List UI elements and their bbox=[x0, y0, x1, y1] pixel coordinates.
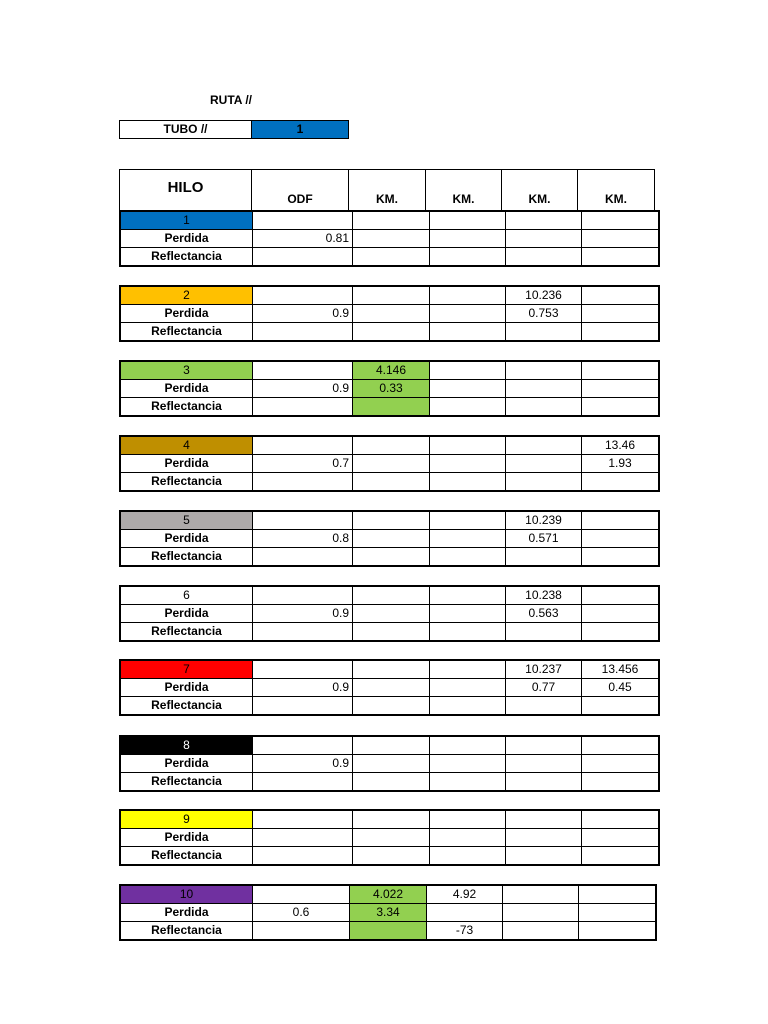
hilo-number-row bbox=[120, 211, 659, 230]
km-cell[interactable] bbox=[582, 736, 660, 755]
column-header bbox=[119, 169, 655, 211]
km-cell[interactable] bbox=[582, 398, 660, 417]
hilo-block bbox=[119, 510, 660, 567]
hilo-block bbox=[119, 809, 660, 866]
km-cell[interactable] bbox=[506, 211, 582, 230]
odf-cell[interactable] bbox=[253, 398, 353, 417]
km-cell[interactable] bbox=[506, 847, 582, 866]
odf-cell[interactable] bbox=[253, 660, 353, 679]
hilo-number-row bbox=[120, 736, 659, 755]
km-cell[interactable] bbox=[579, 885, 657, 904]
km-cell[interactable] bbox=[430, 436, 506, 455]
km-cell[interactable] bbox=[353, 230, 430, 248]
km-cell[interactable] bbox=[430, 473, 506, 492]
km-cell[interactable] bbox=[353, 511, 430, 530]
reflectancia-label[interactable]: Reflectancia bbox=[120, 697, 253, 716]
km-cell[interactable] bbox=[430, 323, 506, 342]
km-cell[interactable] bbox=[430, 286, 506, 305]
km-cell[interactable] bbox=[353, 436, 430, 455]
km-cell[interactable] bbox=[582, 810, 660, 829]
km-cell[interactable]: 13.456 bbox=[582, 660, 660, 679]
km-cell[interactable] bbox=[430, 248, 506, 267]
km-cell[interactable] bbox=[582, 530, 660, 548]
km-cell[interactable]: 0.753 bbox=[506, 305, 582, 323]
reflectancia-label[interactable]: Reflectancia bbox=[120, 623, 253, 642]
km-cell[interactable] bbox=[582, 755, 660, 773]
km-cell[interactable] bbox=[506, 436, 582, 455]
km-cell[interactable] bbox=[430, 773, 506, 792]
odf-cell[interactable] bbox=[253, 511, 353, 530]
km-cell[interactable] bbox=[430, 623, 506, 642]
km-cell[interactable] bbox=[506, 810, 582, 829]
km-cell[interactable] bbox=[430, 605, 506, 623]
perdida-label[interactable]: Perdida bbox=[120, 380, 253, 398]
km-cell[interactable] bbox=[353, 679, 430, 697]
hilo-number[interactable]: 7 bbox=[120, 660, 253, 679]
perdida-row bbox=[120, 305, 659, 323]
km-cell[interactable] bbox=[430, 511, 506, 530]
km-cell[interactable] bbox=[582, 248, 660, 267]
km-cell[interactable]: 0.33 bbox=[353, 380, 430, 398]
perdida-row bbox=[120, 230, 659, 248]
odf-cell[interactable] bbox=[253, 473, 353, 492]
odf-cell[interactable] bbox=[253, 736, 353, 755]
km-cell[interactable]: 13.46 bbox=[582, 436, 660, 455]
km-cell[interactable] bbox=[430, 548, 506, 567]
hilo-block bbox=[119, 435, 660, 492]
hilo-block bbox=[119, 210, 660, 267]
km-cell[interactable] bbox=[430, 847, 506, 866]
km-cell[interactable] bbox=[506, 736, 582, 755]
km-cell[interactable] bbox=[430, 380, 506, 398]
km-cell[interactable] bbox=[430, 660, 506, 679]
odf-cell[interactable] bbox=[253, 548, 353, 567]
hilo-number-row bbox=[120, 436, 659, 455]
km-cell[interactable]: 4.146 bbox=[353, 361, 430, 380]
km-cell[interactable]: 10.239 bbox=[506, 511, 582, 530]
km-cell[interactable] bbox=[353, 398, 430, 417]
odf-cell[interactable] bbox=[253, 436, 353, 455]
km-cell[interactable] bbox=[430, 755, 506, 773]
km-cell[interactable] bbox=[582, 623, 660, 642]
hilo-number[interactable]: 8 bbox=[120, 736, 253, 755]
km-cell[interactable] bbox=[430, 810, 506, 829]
km-cell[interactable] bbox=[506, 548, 582, 567]
km-cell[interactable] bbox=[430, 530, 506, 548]
km-cell[interactable] bbox=[582, 511, 660, 530]
km-cell[interactable] bbox=[430, 586, 506, 605]
tubo-value[interactable]: 1 bbox=[252, 121, 349, 139]
reflectancia-row bbox=[120, 473, 659, 492]
km-cell[interactable] bbox=[582, 586, 660, 605]
km-cell[interactable] bbox=[506, 455, 582, 473]
odf-cell[interactable]: 0.81 bbox=[253, 230, 353, 248]
km-cell[interactable] bbox=[430, 679, 506, 697]
hilo-number-row bbox=[120, 586, 659, 605]
perdida-label[interactable]: Perdida bbox=[120, 455, 253, 473]
km-cell[interactable] bbox=[503, 904, 579, 922]
km-cell[interactable]: 3.34 bbox=[350, 904, 427, 922]
hilo-number[interactable]: 2 bbox=[120, 286, 253, 305]
km-cell[interactable]: 0.571 bbox=[506, 530, 582, 548]
km-cell[interactable] bbox=[430, 211, 506, 230]
odf-cell[interactable] bbox=[253, 286, 353, 305]
col-km-3: KM. bbox=[502, 170, 578, 211]
km-cell[interactable] bbox=[427, 904, 503, 922]
km-cell[interactable] bbox=[353, 323, 430, 342]
km-cell[interactable] bbox=[430, 361, 506, 380]
km-cell[interactable]: 0.563 bbox=[506, 605, 582, 623]
km-cell[interactable] bbox=[353, 248, 430, 267]
odf-cell[interactable]: 0.9 bbox=[253, 755, 353, 773]
km-cell[interactable] bbox=[582, 829, 660, 847]
hilo-block bbox=[119, 585, 660, 642]
km-cell[interactable] bbox=[506, 230, 582, 248]
km-cell[interactable] bbox=[582, 361, 660, 380]
km-cell[interactable] bbox=[353, 605, 430, 623]
km-cell[interactable] bbox=[582, 380, 660, 398]
km-cell[interactable] bbox=[506, 380, 582, 398]
km-cell[interactable] bbox=[582, 211, 660, 230]
hilo-number[interactable]: 9 bbox=[120, 810, 253, 829]
km-cell[interactable] bbox=[353, 305, 430, 323]
perdida-label[interactable]: Perdida bbox=[120, 755, 253, 773]
odf-cell[interactable] bbox=[253, 829, 353, 847]
km-cell[interactable] bbox=[506, 623, 582, 642]
km-cell[interactable] bbox=[579, 904, 657, 922]
odf-cell[interactable]: 0.9 bbox=[253, 305, 353, 323]
km-cell[interactable] bbox=[353, 530, 430, 548]
col-km-2: KM. bbox=[426, 170, 502, 211]
reflectancia-row bbox=[120, 323, 659, 342]
odf-cell[interactable] bbox=[253, 773, 353, 792]
km-cell[interactable] bbox=[582, 305, 660, 323]
odf-cell[interactable]: 0.7 bbox=[253, 455, 353, 473]
km-cell[interactable]: 0.77 bbox=[506, 679, 582, 697]
hilo-number-row bbox=[120, 511, 659, 530]
km-cell[interactable] bbox=[353, 736, 430, 755]
km-cell[interactable] bbox=[353, 286, 430, 305]
km-cell[interactable] bbox=[353, 586, 430, 605]
km-cell[interactable] bbox=[353, 755, 430, 773]
km-cell[interactable]: 4.022 bbox=[350, 885, 427, 904]
perdida-label[interactable]: Perdida bbox=[120, 305, 253, 323]
km-cell[interactable]: 10.236 bbox=[506, 286, 582, 305]
km-cell[interactable] bbox=[506, 361, 582, 380]
col-km-1: KM. bbox=[349, 170, 426, 211]
km-cell[interactable]: 10.238 bbox=[506, 586, 582, 605]
perdida-row bbox=[120, 679, 659, 697]
odf-cell[interactable] bbox=[253, 847, 353, 866]
hilo-number[interactable]: 10 bbox=[120, 885, 253, 904]
hilo-number-row bbox=[120, 660, 659, 679]
km-cell[interactable] bbox=[582, 323, 660, 342]
odf-cell[interactable] bbox=[253, 922, 350, 941]
km-cell[interactable] bbox=[506, 398, 582, 417]
km-cell[interactable] bbox=[353, 660, 430, 679]
km-cell[interactable]: 1.93 bbox=[582, 455, 660, 473]
reflectancia-row bbox=[120, 847, 659, 866]
hilo-number-row bbox=[120, 810, 659, 829]
km-cell[interactable] bbox=[582, 473, 660, 492]
km-cell[interactable] bbox=[506, 829, 582, 847]
odf-cell[interactable] bbox=[253, 885, 350, 904]
km-cell[interactable] bbox=[353, 847, 430, 866]
km-cell[interactable] bbox=[579, 922, 657, 941]
km-cell[interactable] bbox=[353, 473, 430, 492]
km-cell[interactable] bbox=[430, 736, 506, 755]
km-cell[interactable] bbox=[430, 230, 506, 248]
reflectancia-label[interactable]: Reflectancia bbox=[120, 773, 253, 792]
km-cell[interactable] bbox=[353, 697, 430, 716]
hilo-block bbox=[119, 360, 660, 417]
tubo-header bbox=[119, 120, 349, 139]
hilo-block bbox=[119, 659, 660, 716]
odf-cell[interactable] bbox=[253, 323, 353, 342]
reflectancia-row bbox=[120, 697, 659, 716]
odf-cell[interactable] bbox=[253, 586, 353, 605]
odf-cell[interactable]: 0.9 bbox=[253, 679, 353, 697]
reflectancia-row bbox=[120, 922, 656, 941]
hilo-block bbox=[119, 735, 660, 792]
tubo-label: TUBO // bbox=[120, 121, 252, 139]
km-cell[interactable] bbox=[353, 623, 430, 642]
reflectancia-row bbox=[120, 773, 659, 792]
reflectancia-row bbox=[120, 548, 659, 567]
perdida-row bbox=[120, 605, 659, 623]
perdida-row bbox=[120, 530, 659, 548]
hilo-block bbox=[119, 884, 657, 941]
odf-cell[interactable] bbox=[253, 248, 353, 267]
km-cell[interactable] bbox=[506, 773, 582, 792]
perdida-label[interactable]: Perdida bbox=[120, 230, 253, 248]
km-cell[interactable] bbox=[430, 455, 506, 473]
km-cell[interactable] bbox=[350, 922, 427, 941]
reflectancia-row bbox=[120, 398, 659, 417]
reflectancia-row bbox=[120, 623, 659, 642]
hilo-number[interactable]: 6 bbox=[120, 586, 253, 605]
perdida-label[interactable]: Perdida bbox=[120, 904, 253, 922]
perdida-row bbox=[120, 904, 656, 922]
km-cell[interactable]: 4.92 bbox=[427, 885, 503, 904]
reflectancia-label[interactable]: Reflectancia bbox=[120, 548, 253, 567]
km-cell[interactable] bbox=[582, 548, 660, 567]
km-cell[interactable]: -73 bbox=[427, 922, 503, 941]
odf-cell[interactable]: 0.9 bbox=[253, 380, 353, 398]
odf-cell[interactable] bbox=[253, 361, 353, 380]
hilo-number[interactable]: 5 bbox=[120, 511, 253, 530]
perdida-row bbox=[120, 755, 659, 773]
hilo-number-row bbox=[120, 885, 656, 904]
perdida-row bbox=[120, 455, 659, 473]
km-cell[interactable]: 10.237 bbox=[506, 660, 582, 679]
hilo-number[interactable]: 1 bbox=[120, 211, 253, 230]
col-odf: ODF bbox=[252, 170, 349, 211]
reflectancia-label[interactable]: Reflectancia bbox=[120, 398, 253, 417]
hilo-number[interactable]: 4 bbox=[120, 436, 253, 455]
odf-cell[interactable] bbox=[253, 623, 353, 642]
km-cell[interactable] bbox=[582, 697, 660, 716]
km-cell[interactable] bbox=[353, 211, 430, 230]
perdida-row bbox=[120, 380, 659, 398]
km-cell[interactable] bbox=[353, 810, 430, 829]
km-cell[interactable] bbox=[582, 605, 660, 623]
km-cell[interactable] bbox=[353, 548, 430, 567]
reflectancia-label[interactable]: Reflectancia bbox=[120, 847, 253, 866]
km-cell[interactable] bbox=[430, 697, 506, 716]
reflectancia-row bbox=[120, 248, 659, 267]
reflectancia-label[interactable]: Reflectancia bbox=[120, 922, 253, 941]
reflectancia-label[interactable]: Reflectancia bbox=[120, 473, 253, 492]
odf-cell[interactable]: 0.9 bbox=[253, 605, 353, 623]
km-cell[interactable]: 0.45 bbox=[582, 679, 660, 697]
col-km-4: KM. bbox=[578, 170, 655, 211]
km-cell[interactable] bbox=[353, 829, 430, 847]
km-cell[interactable] bbox=[506, 755, 582, 773]
hilo-block bbox=[119, 285, 660, 342]
hilo-number[interactable]: 3 bbox=[120, 361, 253, 380]
km-cell[interactable] bbox=[506, 323, 582, 342]
odf-cell[interactable] bbox=[253, 697, 353, 716]
odf-cell[interactable] bbox=[253, 810, 353, 829]
km-cell[interactable] bbox=[430, 305, 506, 323]
reflectancia-label[interactable]: Reflectancia bbox=[120, 323, 253, 342]
km-cell[interactable] bbox=[582, 230, 660, 248]
km-cell[interactable] bbox=[506, 697, 582, 716]
km-cell[interactable] bbox=[582, 847, 660, 866]
km-cell[interactable] bbox=[506, 248, 582, 267]
odf-cell[interactable] bbox=[253, 211, 353, 230]
perdida-label[interactable]: Perdida bbox=[120, 530, 253, 548]
hilo-number-row bbox=[120, 361, 659, 380]
km-cell[interactable] bbox=[582, 773, 660, 792]
perdida-label[interactable]: Perdida bbox=[120, 829, 253, 847]
km-cell[interactable] bbox=[506, 473, 582, 492]
km-cell[interactable] bbox=[582, 286, 660, 305]
odf-cell[interactable]: 0.8 bbox=[253, 530, 353, 548]
perdida-label[interactable]: Perdida bbox=[120, 605, 253, 623]
km-cell[interactable] bbox=[430, 829, 506, 847]
reflectancia-label[interactable]: Reflectancia bbox=[120, 248, 253, 267]
col-hilo: HILO bbox=[120, 170, 252, 211]
odf-cell[interactable]: 0.6 bbox=[253, 904, 350, 922]
hilo-number-row bbox=[120, 286, 659, 305]
km-cell[interactable] bbox=[353, 455, 430, 473]
perdida-row bbox=[120, 829, 659, 847]
km-cell[interactable] bbox=[353, 773, 430, 792]
perdida-label[interactable]: Perdida bbox=[120, 679, 253, 697]
km-cell[interactable] bbox=[503, 922, 579, 941]
km-cell[interactable] bbox=[503, 885, 579, 904]
ruta-label: RUTA // bbox=[210, 93, 252, 107]
km-cell[interactable] bbox=[430, 398, 506, 417]
